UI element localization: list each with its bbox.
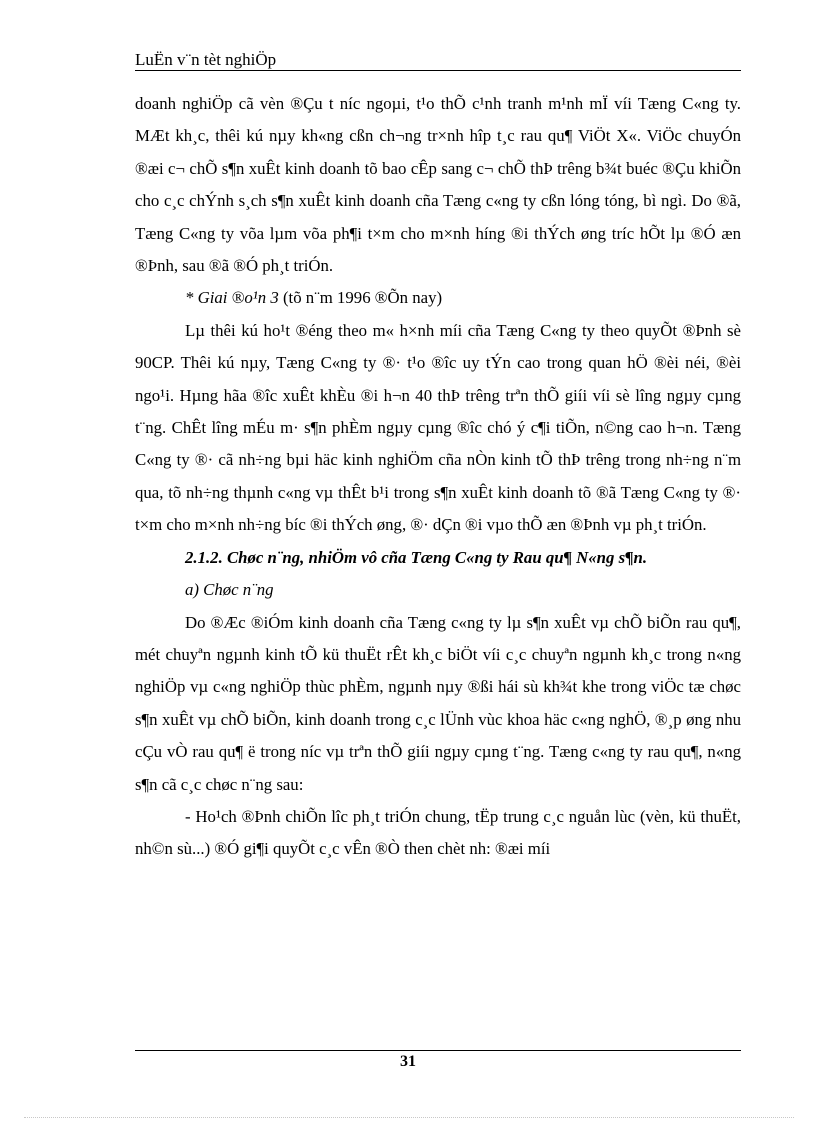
page-edge-dotted-line: [24, 1117, 794, 1118]
paragraph-period-3-body: Lµ thêi kú ho¹t ®éng theo m« h×nh míi cña Tæng C«ng ty theo quyÕt ®Þnh sè 90CP. Thêi kú nµy, Tæng C«ng ty ®· t¹o ®îc uy tÝn cao trong quan hÖ ®èi néi, ®èi ngo¹i. Hµng hãa ®îc xuÊt khÈu ®i h¬n 40 thÞ trêng trªn thÕ giíi víi sè lîng ngµy cµng t¨ng. ChÊt lîng mÉu m· s¶n phÈm ngµy cµng ®îc chó ý c¶i tiÕn, n©ng cao h¬n. Tæng C«ng ty ®· cã nh÷ng bµi häc kinh nghiÖm cña nÒn kinh tÕ thÞ trêng trong nh÷ng n¨m qua, tõ nh÷ng thµnh c«ng vµ thÊt b¹i trong s¶n xuÊt kinh doanh tõ ®ã Tæng C«ng ty ®· t×m cho m×nh nh÷ng bíc ®i thÝch øng, ®· dÇn ®i vµo thÕ æn ®Þnh vµ ph¸t triÓn.: [135, 320, 741, 535]
period-3-label: * Giai ®o¹n 3: [185, 288, 279, 308]
paragraph-function-item: - Ho¹ch ®Þnh chiÕn lîc ph¸t triÓn chung, tËp trung c¸c nguån lùc (vèn, kü thuËt, nh©n sù...) ®Ó gi¶i quyÕt c¸c vÊn ®Ò then chèt nh: ®æi míi: [135, 806, 741, 859]
page-body: [135, 88, 741, 866]
paragraph-period-3: [135, 282, 741, 314]
page-number: 31: [400, 1053, 416, 1070]
section-heading: 2.1.2. Chøc n¨ng, nhiÖm vô cña Tæng C«ng ty Rau qu¶ N«ng s¶n.: [185, 547, 648, 567]
subsection-heading: a) Chøc n¨ng: [185, 580, 274, 600]
paragraph-continuation: doanh nghiÖp cã vèn ®Çu t níc ngoµi, t¹o thÕ c¹nh tranh m¹nh mÏ víi Tæng C«ng ty. MÆt kh¸c, thêi kú nµy kh«ng cßn ch¬ng tr×nh hîp t¸c rau qu¶ ViÖt X«. ViÖc chuyÓn ®æi c¬ chÕ s¶n xuÊt kinh doanh tõ bao cÊp sang c¬ chÕ thÞ trêng b¾t buéc ®Çu khiÕn cho c¸c chÝnh s¸ch s¶n xuÊt kinh doanh cña Tæng c«ng ty cßn lóng tóng, bì ngì. Do ®ã, Tæng C«ng ty võa lµm võa ph¶i t×m cho m×nh híng ®i thÝch øng tríc hÕt lµ ®Ó æn ®Þnh, sau ®ã ®Ó ph¸t triÓn.: [135, 94, 741, 276]
period-3-range: (tõ n¨m 1996 ®Õn nay): [278, 288, 443, 308]
header-rule: [135, 70, 741, 71]
paragraph-functions: Do ®Æc ®iÓm kinh doanh cña Tæng c«ng ty lµ s¶n xuÊt vµ chÕ biÕn rau qu¶, mét chuyªn ngµnh kinh tÕ kü thuËt rÊt kh¸c biÖt víi c¸c chuyªn ngµnh kh¸c trong n«ng nghiÖp vµ c«ng nghiÖp thùc phÈm, ngµnh nµy ®ßi hái sù kh¾t khe trong viÖc tæ chøc s¶n xuÊt vµ chÕ biÕn, kinh doanh trong c¸c lÜnh vùc khoa häc c«ng nghÖ, ®¸p øng nhu cÇu vÒ rau qu¶ ë trong níc vµ trªn thÕ giíi ngµy cµng t¨ng. Tæng c«ng ty rau qu¶, n«ng s¶n cã c¸c chøc n¨ng sau:: [135, 612, 741, 794]
footer-rule: [135, 1050, 741, 1051]
running-header: LuËn v¨n tèt nghiÖp: [135, 50, 277, 69]
